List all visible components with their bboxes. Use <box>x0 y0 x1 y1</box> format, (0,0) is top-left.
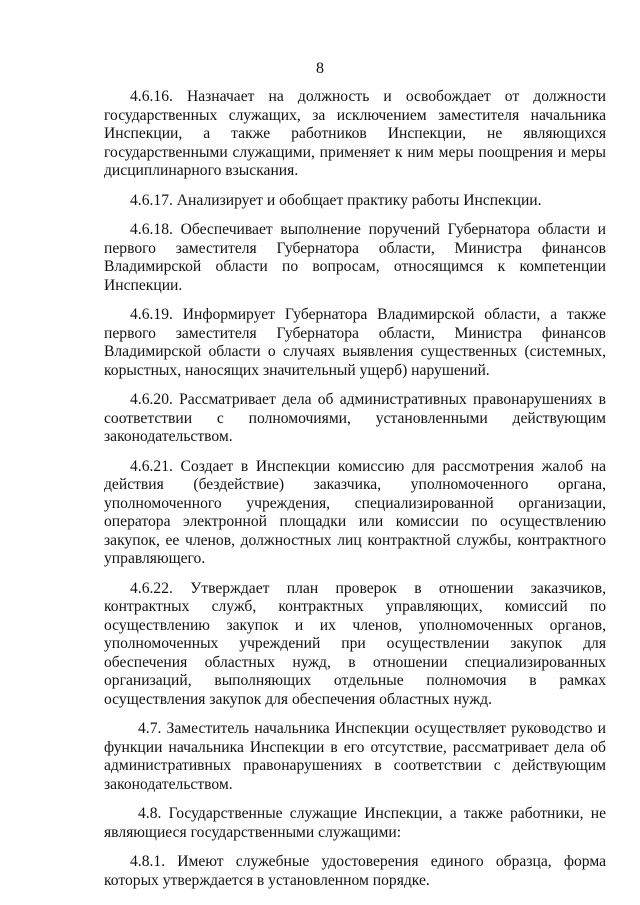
paragraph-4-7: 4.7. Заместитель начальника Инспекции осуществляет руководство и функции начальника Инспекции в его отсутствие, рассматривает дела об административных правонарушениях в соответствии с действующим законодательством. <box>104 720 606 793</box>
paragraph-4-6-16: 4.6.16. Назначает на должность и освобождает от должности государственных служащих, за исключением заместителя начальника Инспекции, а также работников Инспекции, не являющихся государственными служащими, применяет к ним меры поощрения и меры дисциплинарного взыскания. <box>104 88 606 179</box>
paragraph-4-6-21: 4.6.21. Создает в Инспекции комиссию для рассмотрения жалоб на действия (бездействие) заказчика, уполномоченного органа, уполномоченного учреждения, специализированной организации, оператора электронной площадки или комиссии по осуществлению закупок, ее членов, должностных лиц контрактной службы, контрактного управляющего. <box>104 457 606 567</box>
paragraph-4-6-22: 4.6.22. Утверждает план проверок в отношении заказчиков, контрактных служб, контрактных управляющих, комиссий по осуществлению закупок и их членов, уполномоченных органов, уполномоченных учреждений при осуществлении закупок для обеспечения областных нужд, в отношении специализированных организаций, выполняющих отдельные полномочия в рамках осуществления закупок для обеспечения областных нужд. <box>104 579 606 708</box>
paragraph-4-6-20: 4.6.20. Рассматривает дела об административных правонарушениях в соответствии с полномочиями, установленными действующим законодательством. <box>104 391 606 445</box>
paragraph-4-8: 4.8. Государственные служащие Инспекции, а также работники, не являющиеся государственными служащими: <box>104 805 606 841</box>
document-body <box>104 88 606 901</box>
paragraph-4-6-17: 4.6.17. Анализирует и обобщает практику работы Инспекции. <box>130 191 542 209</box>
paragraph-4-6-19: 4.6.19. Информирует Губернатора Владимирской области, а также первого заместителя Губернатора области, Министра финансов Владимирской области о случаях выявления существенных (системных, корыстных, наносящих значительный ущерб) нарушений. <box>104 306 606 379</box>
page-number: 8 <box>316 60 324 77</box>
paragraph-4-6-18: 4.6.18. Обеспечивает выполнение поручений Губернатора области и первого заместителя Губернатора области, Министра финансов Владимирской области по вопросам, относящимся к компетенции Инспекции. <box>104 221 606 294</box>
paragraph-4-8-1: 4.8.1. Имеют служебные удостоверения единого образца, форма которых утверждается в установленном порядке. <box>104 853 606 889</box>
